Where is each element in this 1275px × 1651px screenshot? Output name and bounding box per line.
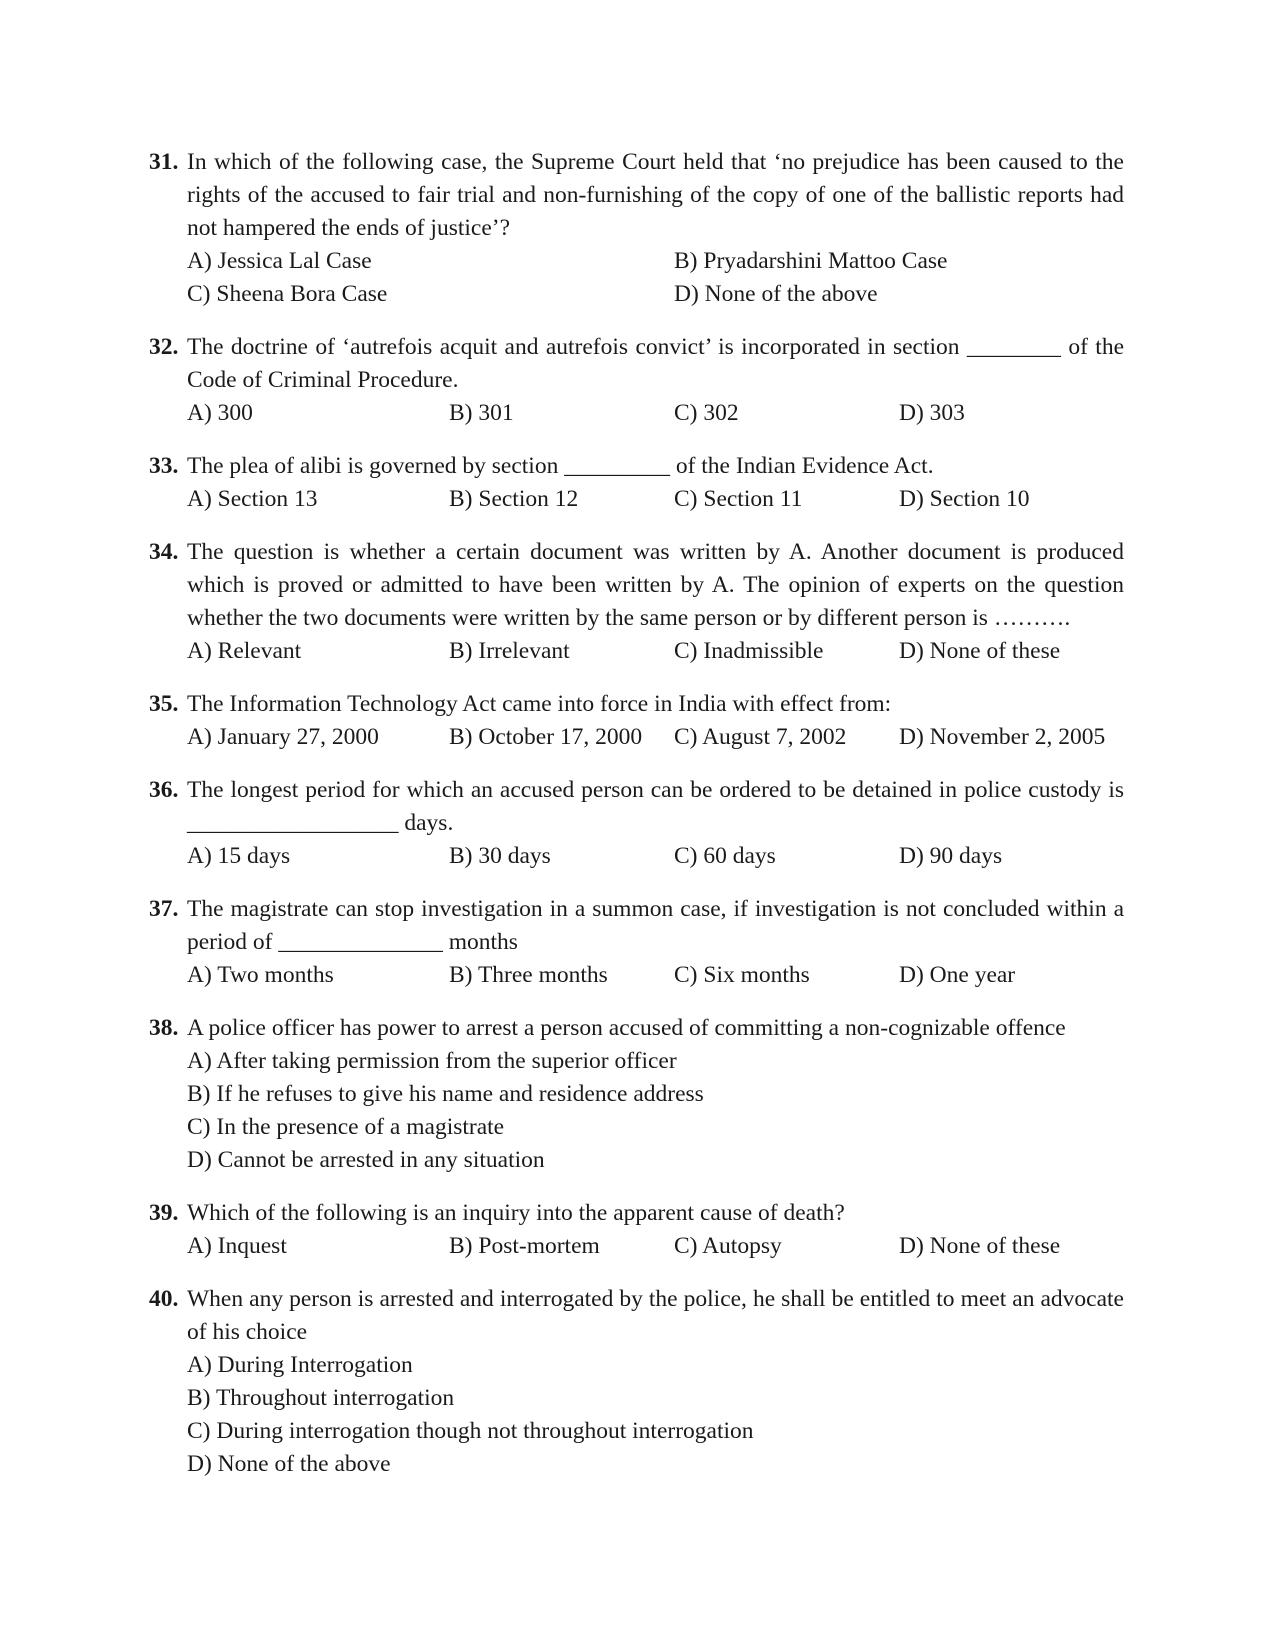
question-text: The longest period for which an accused person can be ordered to be detained in police custody is __________________ days. [187,777,1124,836]
option-b: B) If he refuses to give his name and residence address [187,1081,704,1107]
option-d: D) None of the above [187,1451,391,1477]
question-number: 32. [149,334,179,360]
option-c: C) Section 11 [674,486,803,512]
option-c: C) Six months [674,962,810,988]
question-number: 31. [149,149,179,175]
option-b: B) 301 [449,400,514,426]
option-a: A) Relevant [187,638,302,664]
question-number: 39. [149,1200,179,1226]
options [187,483,1124,516]
option-b: B) Irrelevant [449,638,570,664]
option-b: B) Three months [449,962,608,988]
question-text: In which of the following case, the Supreme Court held that ‘no prejudice has been caused to the rights of the accused to fair trial and non-furnishing of the copy of one of the ballistic reports had not hampered the ends of justice’? [187,149,1124,241]
options [187,635,1124,668]
option-b: B) 30 days [449,843,551,869]
options [187,245,1124,311]
option-d: D) 90 days [899,843,1003,869]
options [187,840,1124,873]
question-35 [149,688,1124,754]
option-a: A) January 27, 2000 [187,724,379,750]
option-d: D) November 2, 2005 [899,724,1106,750]
option-c: C) Inadmissible [674,638,824,664]
question-number: 38. [149,1015,179,1041]
option-a: A) Two months [187,962,334,988]
option-c: C) Autopsy [674,1233,782,1259]
option-c: C) August 7, 2002 [674,724,847,750]
options [187,1045,1124,1177]
question-text: The question is whether a certain document was written by A. Another document is produced which is proved or admitted to have been written by A. The opinion of experts on the question whether the two documents were written by the same person or by different person is ………. [187,539,1124,631]
option-d: D) None of these [899,1233,1061,1259]
options [187,1230,1124,1263]
option-c: C) In the presence of a magistrate [187,1114,505,1140]
question-text: When any person is arrested and interrogated by the police, he shall be entitled to meet an advocate of his choice [187,1286,1124,1345]
question-text: The doctrine of ‘autrefois acquit and autrefois convict’ is incorporated in section ________ of the Code of Criminal Procedure. [187,334,1124,393]
question-number: 35. [149,691,179,717]
question-text: A police officer has power to arrest a person accused of committing a non-cognizable offence [187,1015,1066,1041]
question-number: 33. [149,453,179,479]
question-39 [149,1197,1124,1263]
option-a: A) During Interrogation [187,1352,413,1378]
question-37 [149,893,1124,992]
options [187,397,1124,430]
options [187,721,1124,754]
option-d: D) One year [899,962,1016,988]
option-a: A) After taking permission from the superior officer [187,1048,677,1074]
option-d: D) None of the above [674,281,878,307]
options [187,959,1124,992]
exam-page [149,146,1124,1501]
option-d: D) None of these [899,638,1061,664]
question-36 [149,774,1124,873]
question-40 [149,1283,1124,1481]
option-b: B) Pryadarshini Mattoo Case [674,248,948,274]
question-number: 40. [149,1286,179,1312]
question-32 [149,331,1124,430]
option-a: A) 15 days [187,843,291,869]
option-b: B) Section 12 [449,486,579,512]
option-d: D) Cannot be arrested in any situation [187,1147,545,1173]
question-number: 34. [149,539,179,565]
option-b: B) Throughout interrogation [187,1385,455,1411]
option-c: C) Sheena Bora Case [187,281,388,307]
question-number: 36. [149,777,179,803]
option-a: A) Inquest [187,1233,287,1259]
question-number: 37. [149,896,179,922]
option-b: B) Post-mortem [449,1233,600,1259]
question-34 [149,536,1124,668]
option-d: D) Section 10 [899,486,1030,512]
question-33 [149,450,1124,516]
question-text: Which of the following is an inquiry into the apparent cause of death? [187,1200,845,1226]
option-c: C) 302 [674,400,739,426]
option-c: C) During interrogation though not throughout interrogation [187,1418,754,1444]
option-c: C) 60 days [674,843,776,869]
question-38 [149,1012,1124,1177]
question-31 [149,146,1124,311]
question-text: The Information Technology Act came into force in India with effect from: [187,691,892,717]
option-d: D) 303 [899,400,965,426]
option-a: A) 300 [187,400,253,426]
question-text: The plea of alibi is governed by section _________ of the Indian Evidence Act. [187,453,934,479]
question-text: The magistrate can stop investigation in a summon case, if investigation is not concluded within a period of ______________ months [187,896,1124,955]
option-b: B) October 17, 2000 [449,724,643,750]
options [187,1349,1124,1481]
option-a: A) Section 13 [187,486,318,512]
option-a: A) Jessica Lal Case [187,248,372,274]
